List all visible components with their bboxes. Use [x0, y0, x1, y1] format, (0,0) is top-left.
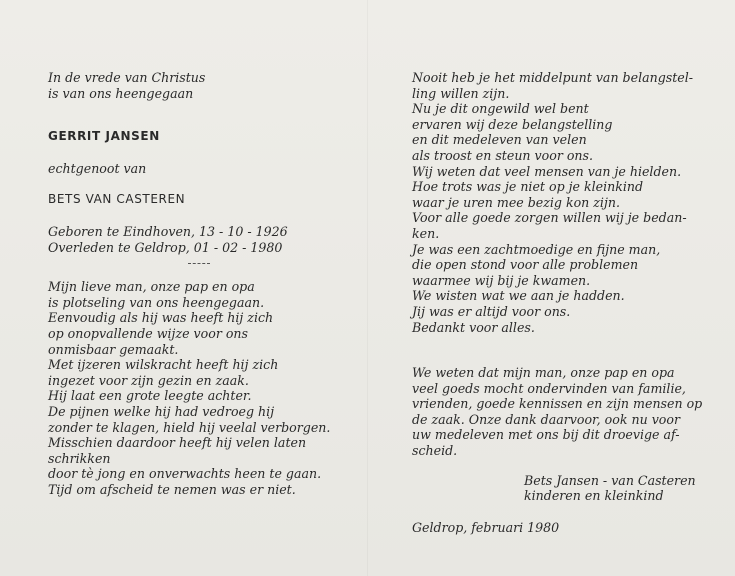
poem-line: Bedankt voor alles.	[412, 319, 535, 335]
poem-line: schrikken	[48, 450, 111, 466]
thanks-line: scheid.	[412, 443, 458, 459]
poem-line: ling willen zijn.	[412, 85, 510, 101]
poem-line: Jij was er altijd voor ons.	[412, 303, 571, 319]
poem-line: ervaren wij deze belangstelling	[412, 116, 613, 132]
poem-line: die open stond voor alle problemen	[412, 257, 639, 273]
poem-line: ken.	[412, 225, 440, 241]
thanks-line: veel goeds mocht ondervinden van familie,	[412, 380, 686, 396]
right-column	[412, 70, 712, 535]
death-line: Overleden te Geldrop, 01 - 02 - 1980	[48, 239, 283, 255]
intro-line-1: In de vrede van Christus	[48, 70, 206, 85]
poem-line: Mijn lieve man, onze pap en opa	[48, 279, 255, 295]
poem-line: Nu je dit ongewild wel bent	[412, 101, 589, 117]
poem-line: is plotseling van ons heengegaan.	[48, 294, 265, 310]
signature-name: Bets Jansen - van Casteren	[524, 472, 696, 488]
poem-line: waarmee wij bij je kwamen.	[412, 272, 591, 288]
thanks-line: vrienden, goede kennissen en zijn mensen op	[412, 396, 703, 412]
birth-line: Geboren te Eindhoven, 13 - 10 - 1926	[48, 223, 288, 239]
thanks-line: uw medeleven met ons bij dit droevige af-	[412, 427, 680, 443]
poem-line: Misschien daardoor heeft hij velen laten	[48, 435, 307, 451]
intro-line-2: is van ons heengegaan	[48, 85, 194, 101]
poem-line: zonder te klagen, hield hij veelal verborgen.	[48, 419, 331, 435]
place-date: Geldrop, februari 1980	[412, 519, 560, 535]
poem-line: Nooit heb je het middelpunt van belangstel-	[412, 70, 694, 85]
right-poem	[412, 70, 712, 335]
thanks-line: de zaak. Onze dank daarvoor, ook nu voor	[412, 411, 680, 427]
poem-line: door tè jong en onverwachts heen te gaan.	[48, 466, 322, 482]
deceased-name: GERRIT JANSEN	[48, 129, 160, 144]
poem-line: en dit medeleven van velen	[412, 132, 587, 148]
poem-line: Eenvoudig als hij was heeft hij zich	[48, 310, 274, 326]
poem-line: Met ijzeren wilskracht heeft hij zich	[48, 357, 279, 373]
poem-line: Tijd om afscheid te nemen was er niet.	[48, 481, 296, 497]
signature-block	[412, 473, 712, 504]
left-column	[48, 70, 368, 497]
poem-line: We wisten wat we aan je hadden.	[412, 288, 625, 304]
poem-line: Hij laat een grote leegte achter.	[48, 388, 252, 404]
poem-line: onmisbaar gemaakt.	[48, 341, 179, 357]
poem-line: als troost en steun voor ons.	[412, 147, 594, 163]
poem-line: De pijnen welke hij had vedroeg hij	[48, 403, 275, 419]
thanks-paragraph	[412, 365, 712, 459]
poem-line: op onopvallende wijze voor ons	[48, 325, 249, 341]
spouse-label: echtgenoot van	[48, 160, 147, 176]
poem-line: Wij weten dat veel mensen van je hielden.	[412, 163, 682, 179]
spouse-name: BETS VAN CASTEREN	[48, 192, 186, 207]
left-poem	[48, 279, 368, 497]
thanks-line: We weten dat mijn man, onze pap en opa	[412, 365, 675, 381]
poem-line: Je was een zachtmoedige en fijne man,	[412, 241, 661, 257]
signature-family: kinderen en kleinkind	[524, 488, 664, 504]
poem-line: ingezet voor zijn gezin en zaak.	[48, 372, 249, 388]
poem-line: Voor alle goede zorgen willen wij je bedan-	[412, 210, 687, 226]
poem-line: waar je uren mee bezig kon zijn.	[412, 194, 620, 210]
poem-line: Hoe trots was je niet op je kleinkind	[412, 179, 644, 195]
